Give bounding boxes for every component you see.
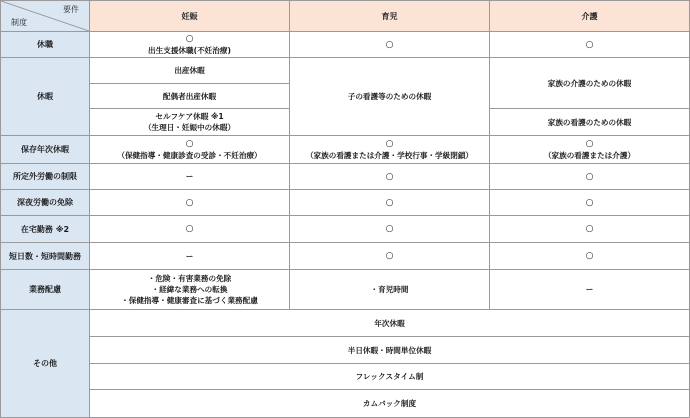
cell-consideration-pregnancy: [90, 270, 290, 310]
cell-vacation-childcare: 子の看護等のための休暇: [290, 58, 490, 136]
header-pregnancy: 妊娠: [90, 1, 290, 32]
circle-mark: ○: [185, 33, 194, 44]
cell-leave-pregnancy: [90, 32, 290, 58]
cell-other-comeback: カムバック制度: [90, 390, 690, 418]
circle-mark: ○: [585, 138, 594, 149]
row-label-leave: 休職: [1, 32, 90, 58]
cell-consideration-nursing: ー: [490, 270, 690, 310]
reserve-pregnancy-text: （保健指導・健康診査の受診・不妊治療）: [117, 150, 262, 160]
corner-label-system: 制度: [11, 18, 27, 27]
circle-mark: ○: [185, 138, 194, 149]
cell-night-childcare: [290, 190, 490, 216]
cell-other-halfday: 半日休暇・時間単位休暇: [90, 337, 690, 364]
corner-cell: [1, 1, 90, 32]
circle-mark: ○: [385, 197, 394, 208]
cell-other-annual: 年次休暇: [90, 310, 690, 337]
consideration-item: ・保健指導・健康審査に基づく業務配慮: [121, 296, 258, 305]
row-label-reserve: 保存年次休暇: [1, 136, 90, 164]
header-row: [1, 1, 690, 32]
cell-vacation-spouse-maternity: 配偶者出産休暇: [90, 84, 290, 109]
row-consideration: [1, 270, 690, 310]
consideration-item: ・経緯な業務への転換: [151, 285, 228, 294]
cell-vacation-nursing-sick: 家族の看護のための休暇: [490, 109, 690, 136]
row-label-shortened: 短日数・短時間勤務: [1, 243, 90, 270]
row-shortened: [1, 243, 690, 270]
cell-vacation-nursing-care: 家族の介護のための休暇: [490, 58, 690, 109]
circle-mark: ○: [385, 39, 394, 50]
row-reserve: [1, 136, 690, 164]
row-remote: [1, 216, 690, 243]
row-other-2: [1, 337, 690, 364]
cell-vacation-maternity: 出産休暇: [90, 58, 290, 84]
circle-mark: ○: [585, 197, 594, 208]
cell-reserve-pregnancy: [90, 136, 290, 164]
row-other-4: [1, 390, 690, 418]
cell-remote-nursing: [490, 216, 690, 243]
cell-vacation-selfcare: [90, 109, 290, 136]
selfcare-title: セルフケア休暇 ※1: [155, 112, 224, 121]
corner-label-requirement: 要件: [63, 5, 79, 14]
row-leave: [1, 32, 690, 58]
cell-shortened-pregnancy: ー: [90, 243, 290, 270]
circle-mark: ○: [185, 224, 194, 234]
cell-leave-childcare: [290, 32, 490, 58]
circle-mark: ○: [385, 138, 394, 149]
circle-mark: ○: [585, 224, 594, 234]
leave-pregnancy-text: 出生支援休職(不妊治療): [148, 45, 231, 55]
row-label-consideration: 業務配慮: [1, 270, 90, 310]
row-label-night: 深夜労働の免除: [1, 190, 90, 216]
cell-consideration-childcare: ・育児時間: [290, 270, 490, 310]
cell-other-flextime: フレックスタイム制: [90, 364, 690, 390]
circle-mark: ○: [185, 197, 194, 208]
reserve-nursing-text: （家族の看護または介護）: [543, 150, 636, 160]
row-label-vacation: 休暇: [1, 58, 90, 136]
cell-reserve-nursing: [490, 136, 690, 164]
cell-overtime-childcare: [290, 164, 490, 190]
row-label-other: その他: [1, 310, 90, 418]
cell-remote-childcare: [290, 216, 490, 243]
row-vacation-1: [1, 58, 690, 84]
cell-overtime-nursing: [490, 164, 690, 190]
row-other-3: [1, 364, 690, 390]
reserve-childcare-text: （家族の看護または介護・学校行事・学級閉鎖）: [305, 150, 474, 160]
cell-night-pregnancy: [90, 190, 290, 216]
selfcare-note: （生理日・妊娠中の休暇）: [143, 123, 236, 132]
row-other-1: [1, 310, 690, 337]
circle-mark: ○: [385, 251, 394, 261]
circle-mark: ○: [585, 251, 594, 261]
cell-shortened-childcare: [290, 243, 490, 270]
circle-mark: ○: [385, 171, 394, 182]
row-night: [1, 190, 690, 216]
circle-mark: ○: [585, 171, 594, 182]
header-childcare: 育児: [290, 1, 490, 32]
cell-overtime-pregnancy: ー: [90, 164, 290, 190]
header-nursing: 介護: [490, 1, 690, 32]
circle-mark: ○: [385, 224, 394, 234]
row-label-overtime: 所定外労働の制限: [1, 164, 90, 190]
consideration-item: ・危険・有害業務の免除: [147, 274, 232, 283]
cell-shortened-nursing: [490, 243, 690, 270]
cell-reserve-childcare: [290, 136, 490, 164]
row-label-remote: 在宅勤務 ※2: [1, 216, 90, 243]
cell-remote-pregnancy: [90, 216, 290, 243]
cell-leave-nursing: [490, 32, 690, 58]
row-overtime: [1, 164, 690, 190]
cell-night-nursing: [490, 190, 690, 216]
circle-mark: ○: [585, 39, 594, 50]
